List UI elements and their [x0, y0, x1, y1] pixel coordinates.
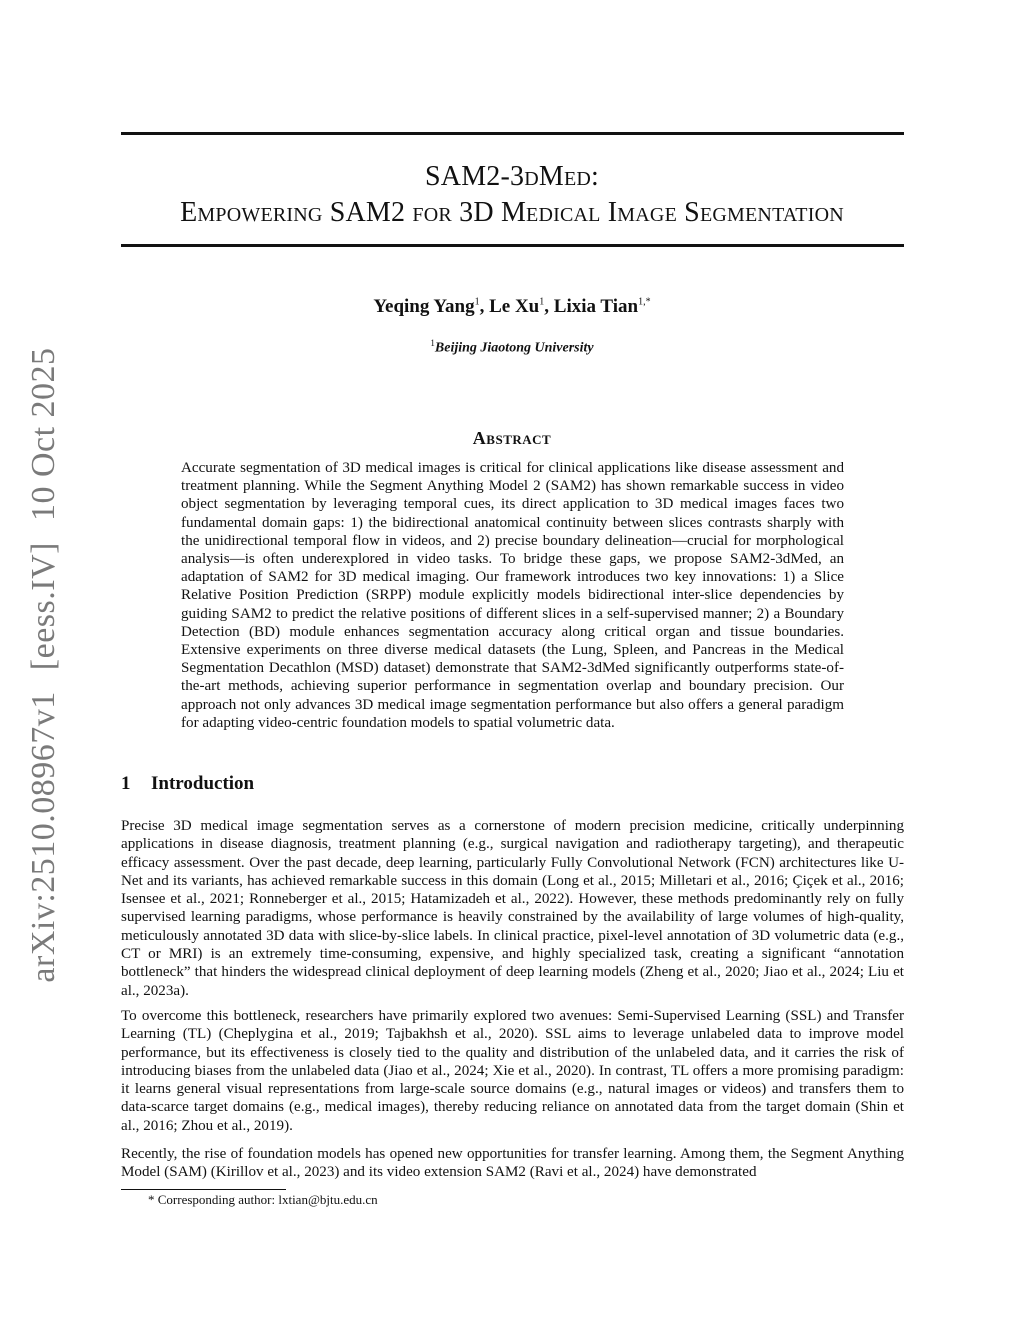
section-heading	[121, 773, 254, 795]
author-list: Yeqing Yang$^1$, Le Xu$^1$, Lixia Tian$^{1,*}$	[373, 296, 651, 317]
abstract-heading: Abstract	[472, 428, 552, 448]
author-affil-mark: 1	[474, 296, 480, 308]
affiliation	[0, 338, 1024, 357]
arxiv-date: 10 Oct 2025	[25, 347, 62, 522]
author-name: Lixia Tian	[553, 296, 639, 317]
intro-paragraph-2: To overcome this bottleneck, researchers have primarily explored two avenues: Semi-Supervised Learning (SSL) and Transfer Learning (TL) (Cheplygina et al., 2019; Tajbakhsh et al., 2020). SSL aims to leverage unlabeled data to improve model performance, but its effectiveness is closely tied to the quality and distribution of the unlabeled data, and it carries the risk of introducing biases from the unlabeled data (Jiao et al., 2024; Xie et al., 2020). In contrast, TL offers a more promising paradigm: it learns general visual representations from large-scale source domains (e.g., natural images or videos) and transfers them to data-scarce target domains (e.g., medical images), thereby reducing reliance on annotated data from the target domain (Shin et al., 2016; Zhou et al., 2019).	[121, 1008, 904, 1134]
arxiv-id: arXiv:2510.08967v1	[25, 691, 62, 983]
title-top-rule	[121, 132, 904, 135]
footnote-rule	[121, 1189, 286, 1190]
intro-paragraph-1: Precise 3D medical image segmentation serves as a cornerstone of modern precision medicine, critically underpinning applications in disease diagnosis, treatment planning (e.g., surgical navigation and radiotherapy targeting), and therapeutic efficacy assessment. Over the past decade, deep learning, particularly Fully Convolutional Network (FCN) architectures like U-Net and its variants, has achieved remarkable success in this domain (Long et al., 2015; Milletari et al., 2016; Çiçek et al., 2016; Isensee et al., 2021; Ronneberger et al., 2015; Hatamizadeh et al., 2022). However, these methods predominantly rely on fully supervised learning paradigms, whose performance is heavily constrained by the availability of large volumes of high-quality, meticulously annotated 3D data with slice-by-slice labels. In clinical practice, pixel-level annotation of 3D volumetric data (e.g., CT or MRI) is an extremely time-consuming, expensive, and highly specialized task, creating a significant “annotation bottleneck” that hinders the widespread clinical deployment of deep learning models (Zheng et al., 2020; Jiao et al., 2024; Liu et al., 2023a).	[121, 818, 904, 999]
paper-title-line-1: SAM2-3dMed:	[425, 161, 599, 192]
arxiv-category: [eess.IV]	[25, 542, 62, 671]
section-title: Introduction	[151, 773, 255, 794]
section-number: 1	[121, 773, 131, 794]
author-affil-mark: 1	[539, 296, 545, 308]
author-name: Yeqing Yang	[373, 296, 475, 317]
paper-title-line-2: Empowering SAM2 for 3D Medical Image Segmentation	[180, 197, 844, 228]
intro-paragraph-3: Recently, the rise of foundation models has opened new opportunities for transfer learning. Among them, the Segment Anything Model (SAM) (Kirillov et al., 2023) and its video extension SAM2 (Ravi et al., 2024) have demonstrated	[121, 1146, 904, 1181]
abstract-text: Accurate segmentation of 3D medical images is critical for clinical applications like disease assessment and treatment planning. While the Segment Anything Model 2 (SAM2) has shown remarkable success in video object segmentation by leveraging temporal cues, its direct application to 3D medical images faces two fundamental domain gaps: 1) the bidirectional anatomical continuity between slices contrasts sharply with the unidirectional temporal flow in videos, and 2) precise boundary delineation—crucial for morphological analysis—is often underexplored in video tasks. To bridge these gaps, we propose SAM2-3dMed, an adaptation of SAM2 for 3D medical imaging. Our framework introduces two key innovations: 1) a Slice Relative Position Prediction (SRPP) module explicitly models bidirectional inter-slice dependencies by guiding SAM2 to predict the relative positions of different slices in a self-supervised manner; 2) a Boundary Detection (BD) module enhances segmentation accuracy along critical organ and tissue boundaries. Extensive experiments on three diverse medical datasets (the Lung, Spleen, and Pancreas in the Medical Segmentation Decathlon (MSD) dataset) demonstrate that SAM2-3dMed significantly outperforms state-of-the-art methods, achieving superior performance in segmentation overlap and boundary precision. Our approach not only advances 3D medical image segmentation performance but also offers a general paradigm for adapting video-centric foundation models to spatial volumetric data.	[181, 460, 844, 731]
affiliation-mark: 1	[430, 338, 435, 348]
footnote-corresponding-author: * Corresponding author: lxtian@bjtu.edu.cn	[148, 1192, 378, 1207]
title-bottom-rule	[121, 244, 904, 247]
affiliation-name: Beijing Jiaotong University	[434, 340, 594, 356]
author-name: Le Xu	[489, 296, 540, 317]
author-affil-mark: 1,*	[638, 296, 651, 308]
